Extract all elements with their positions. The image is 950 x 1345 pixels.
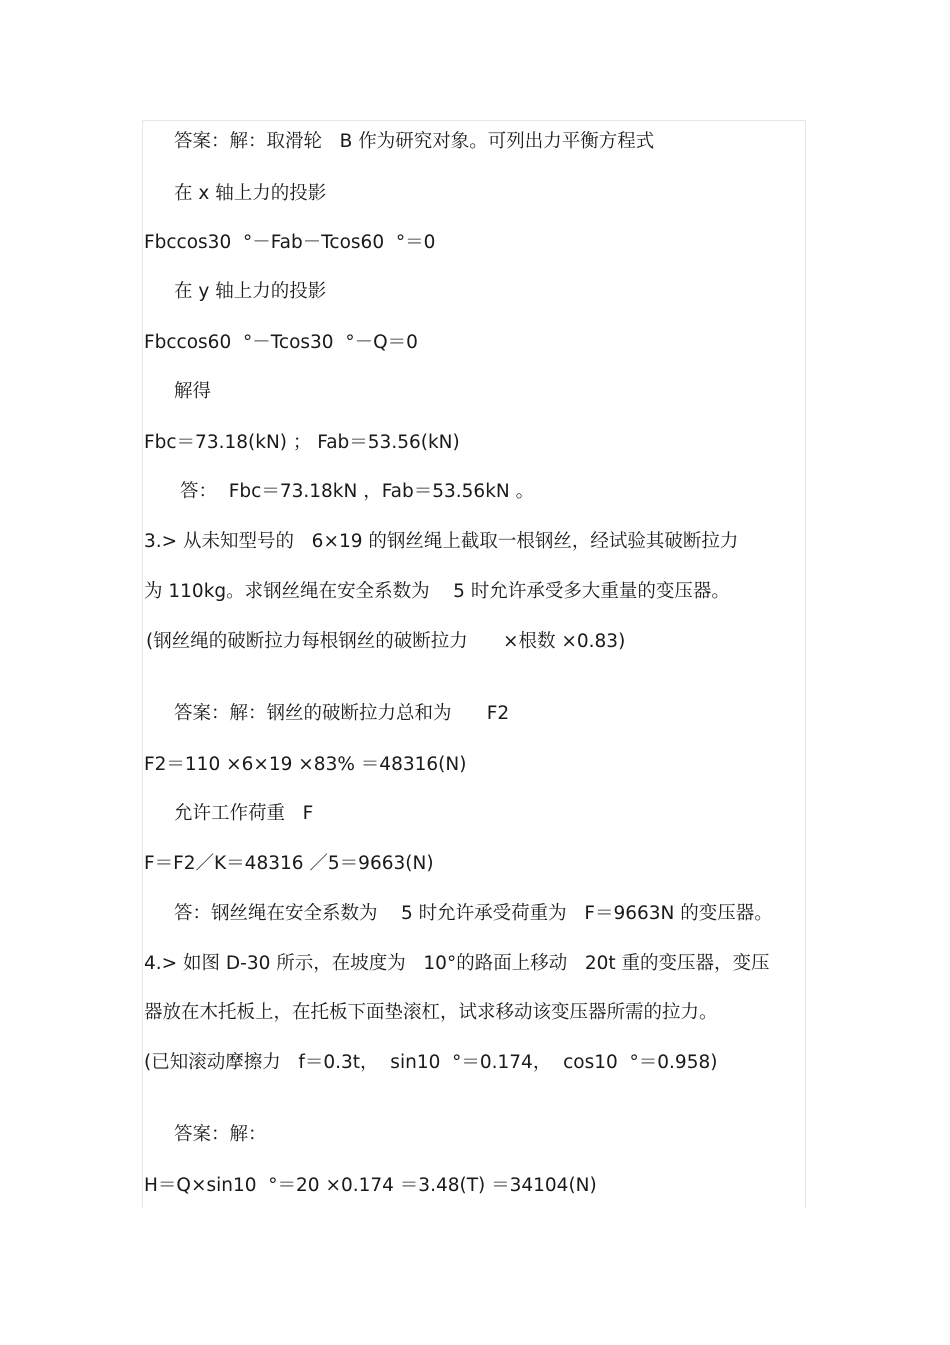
- question-note: (已知滚动摩擦力 f＝0.3t， sin10 °＝0.174， cos10 °＝0.958): [144, 1052, 718, 1073]
- question-line: 3.> 从未知型号的 6×19 的钢丝绳上截取一根钢丝，经试验其破断拉力: [144, 531, 739, 552]
- question-line: 器放在木托板上，在托板下面垫滚杠，试求移动该变压器所需的拉力。: [144, 1002, 718, 1023]
- answer-line: 答：钢丝绳在安全系数为 5 时允许承受荷重为 F＝9663N 的变压器。: [174, 903, 773, 924]
- text-line: 允许工作荷重 F: [174, 803, 314, 824]
- question-line: 为 110kg。求钢丝绳在安全系数为 5 时允许承受多大重量的变压器。: [144, 581, 730, 602]
- equation-line: F＝F2／K＝48316 ／5＝9663(N): [144, 853, 434, 874]
- question-note: (钢丝绳的破断拉力每根钢丝的破断拉力 ×根数 ×0.83): [146, 631, 626, 652]
- text-line: 在 y 轴上力的投影: [174, 281, 327, 302]
- result-line: Fbc＝73.18(kN) ； Fab＝53.56(kN): [144, 432, 460, 453]
- answer-line: 答案：解：取滑轮 B 作为研究对象。可列出力平衡方程式: [174, 131, 655, 152]
- equation-line: F2＝110 ×6×19 ×83% ＝48316(N): [144, 754, 467, 775]
- text-line: 在 x 轴上力的投影: [174, 183, 327, 204]
- equation-line: H＝Q×sin10 °＝20 ×0.174 ＝3.48(T) ＝34104(N): [144, 1175, 597, 1196]
- question-line: 4.> 如图 D-30 所示，在坡度为 10°的路面上移动 20t 重的变压器，变压: [144, 953, 770, 974]
- answer-line: 答： Fbc＝73.18kN ，Fab＝53.56kN 。: [180, 481, 535, 502]
- equation-line: Fbccos60 °－Tcos30 °－Q＝0: [144, 332, 418, 353]
- answer-line: 答案：解：: [174, 1124, 267, 1145]
- text-line: 解得: [174, 381, 212, 402]
- answer-line: 答案：解：钢丝的破断拉力总和为 F2: [174, 703, 510, 724]
- equation-line: Fbccos30 °－Fab－Tcos60 °＝0: [144, 232, 436, 253]
